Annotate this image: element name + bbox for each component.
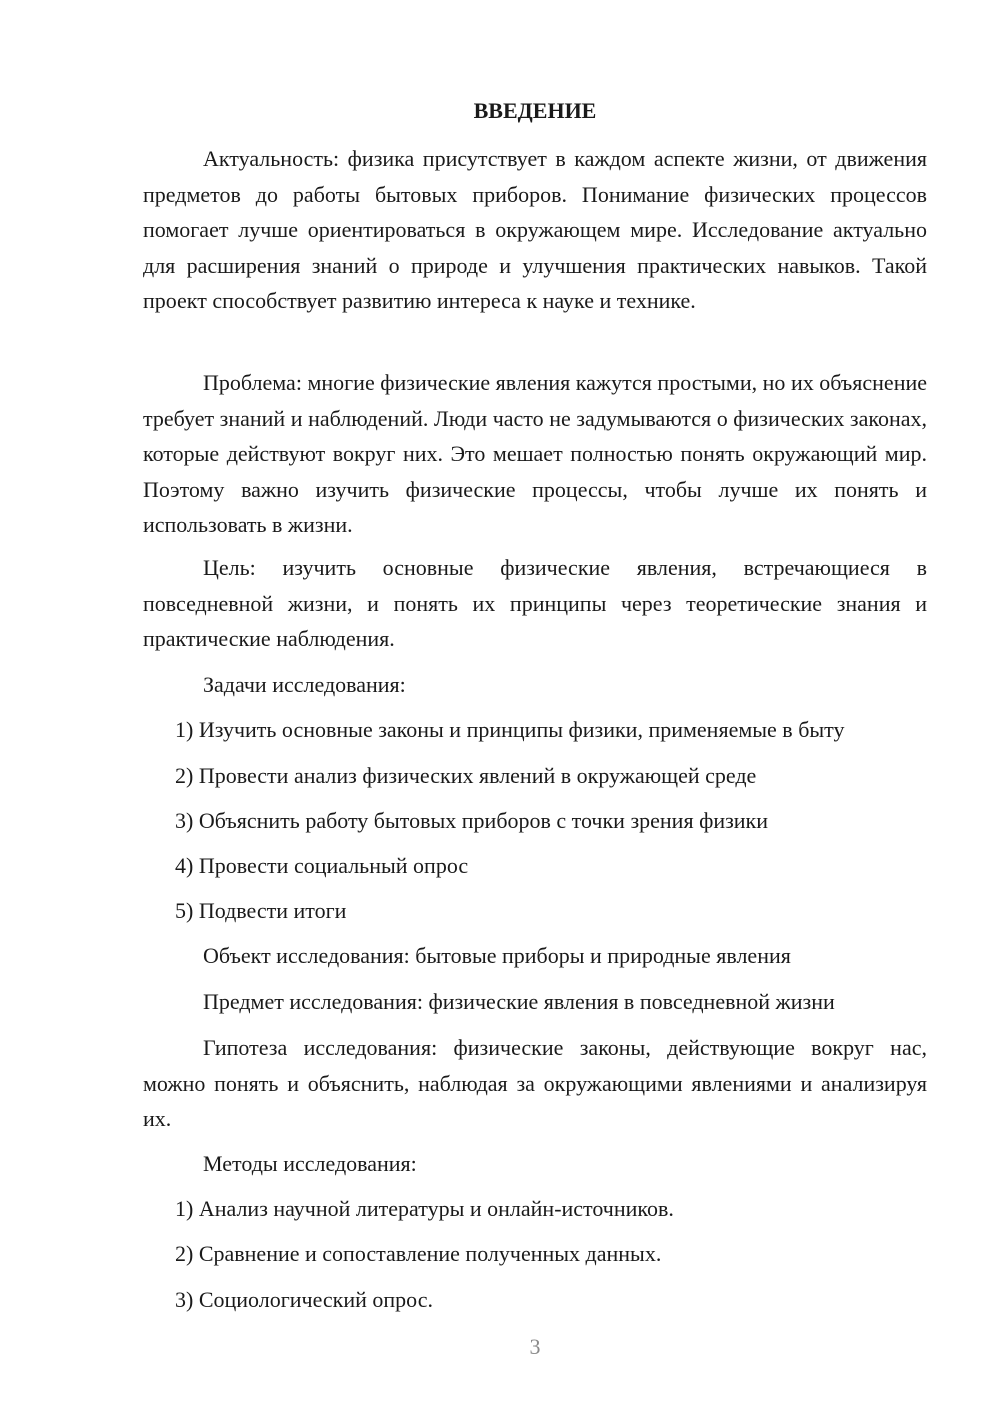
- task-item: 1) Изучить основные законы и принципы физики, применяемые в быту: [175, 717, 845, 742]
- method-item: 3) Социологический опрос.: [175, 1287, 433, 1312]
- task-item: 3) Объяснить работу бытовых приборов с точки зрения физики: [175, 808, 769, 833]
- task-item: 2) Провести анализ физических явлений в окружающей среде: [175, 763, 757, 788]
- problem-paragraph: Проблема: многие физические явления кажутся простыми, но их объяснение требует знаний и наблюдений. Люди часто не задумываются о физических законах, которые действуют вокруг них. Это мешает полностью понять окружающий мир. Поэтому важно изучить физические процессы, чтобы лучше их понять и использовать в жизни.: [143, 370, 927, 537]
- method-item: 1) Анализ научной литературы и онлайн-источников.: [175, 1196, 674, 1221]
- methods-heading: Методы исследования:: [203, 1151, 417, 1176]
- tasks-heading: Задачи исследования:: [203, 672, 406, 697]
- relevance-paragraph: Актуальность: физика присутствует в каждом аспекте жизни, от движения предметов до работы бытовых приборов. Понимание физических процессов помогает лучше ориентироваться в окружающем мире. Исследование актуально для расширения знаний о природе и улучшения практических навыков. Такой проект способствует развитию интереса к науке и технике.: [143, 146, 927, 313]
- task-item: 5) Подвести итоги: [175, 898, 347, 923]
- goal-paragraph: Цель: изучить основные физические явления, встречающиеся в повседневной жизни, и понять их принципы через теоретические знания и практические наблюдения.: [143, 555, 927, 651]
- research-subject: Предмет исследования: физические явления в повседневной жизни: [203, 989, 835, 1014]
- page-title: ВВЕДЕНИЕ: [473, 98, 597, 123]
- research-object: Объект исследования: бытовые приборы и природные явления: [203, 943, 791, 968]
- page-number: 3: [529, 1334, 541, 1359]
- hypothesis-paragraph: Гипотеза исследования: физические законы, действующие вокруг нас, можно понять и объяснить, наблюдая за окружающими явлениями и анализируя их.: [143, 1035, 927, 1131]
- method-item: 2) Сравнение и сопоставление полученных данных.: [175, 1241, 662, 1266]
- task-item: 4) Провести социальный опрос: [175, 853, 469, 878]
